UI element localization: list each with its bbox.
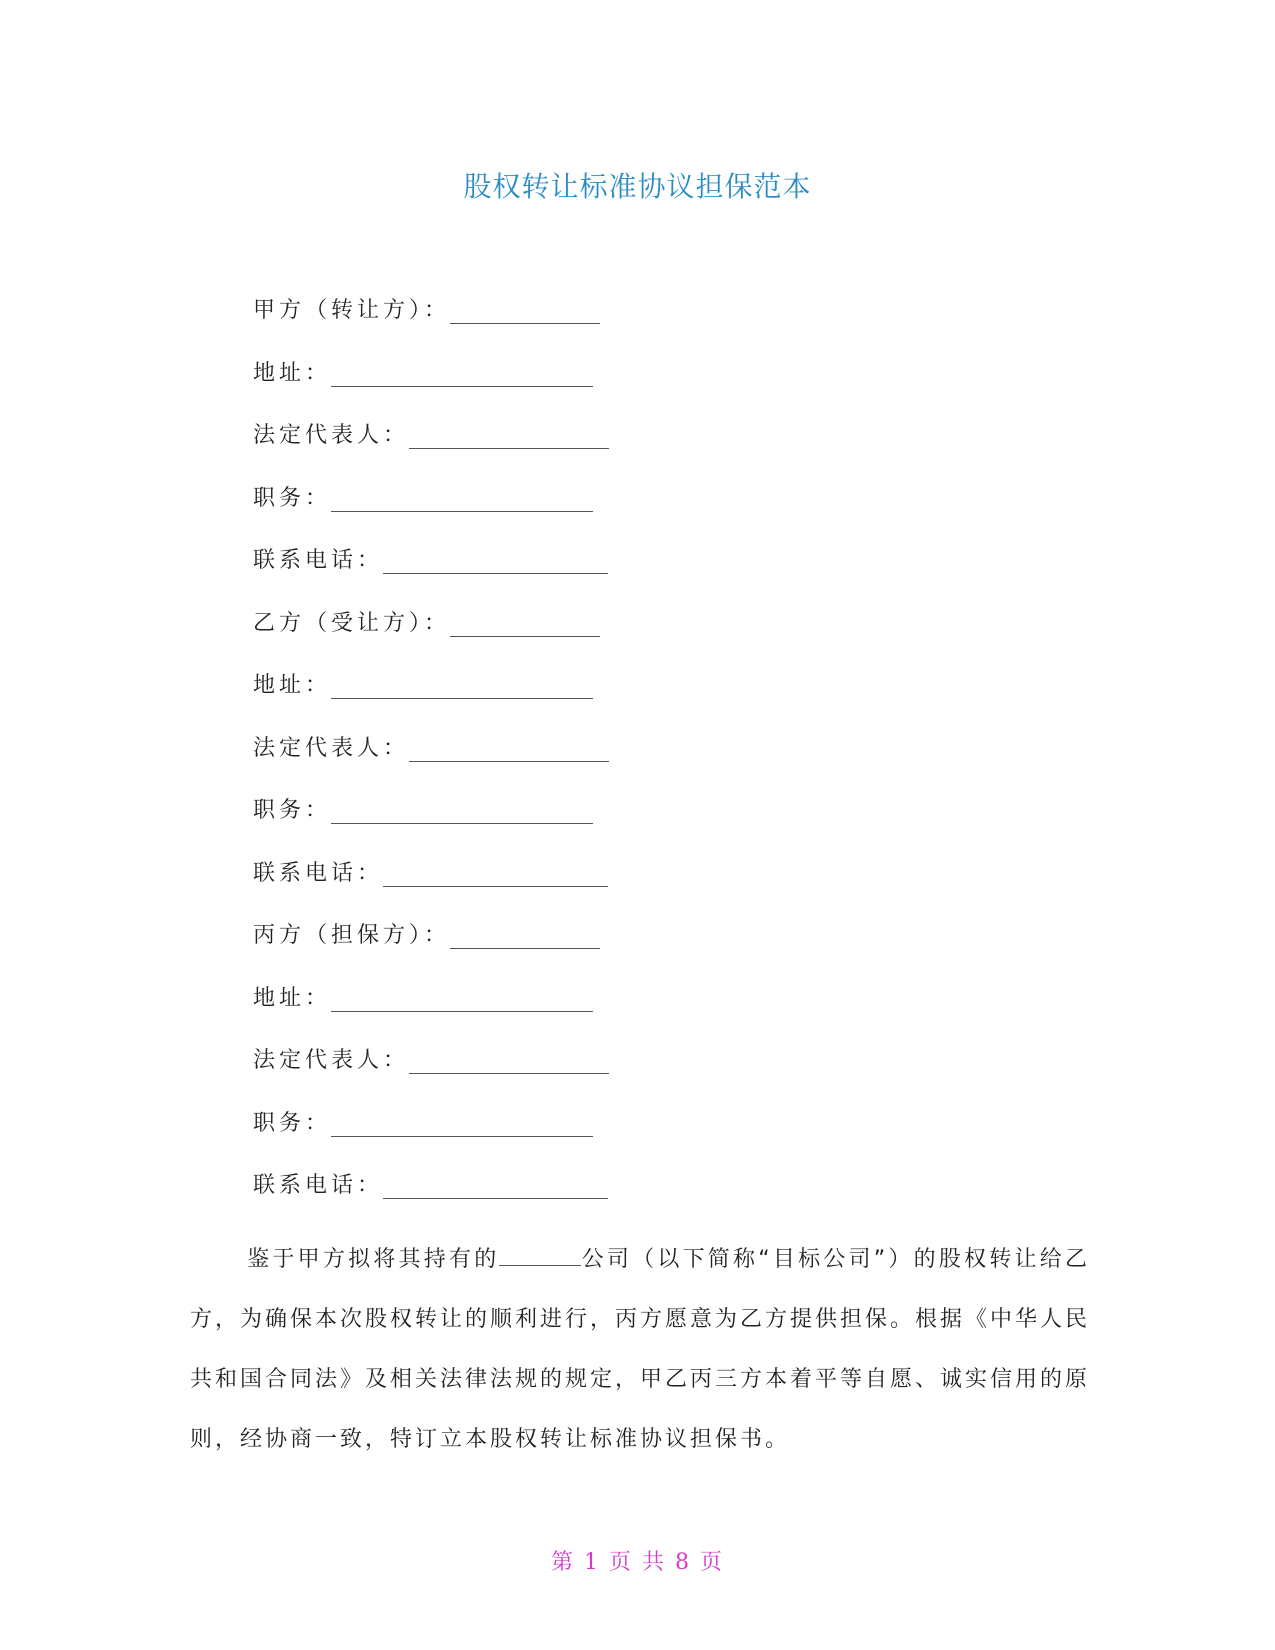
field-blank-line[interactable] (383, 1171, 608, 1199)
field-blank-line[interactable] (331, 484, 593, 512)
field-blank-line[interactable] (383, 546, 608, 574)
field-blank-line[interactable] (331, 1109, 593, 1137)
form-field-row (253, 796, 609, 859)
page-number: 第 1 页 共 8 页 (551, 1550, 724, 1575)
field-label: 法定代表人： (253, 735, 410, 761)
form-field-row (253, 859, 609, 922)
intro-paragraph (190, 1230, 1090, 1470)
form-field-row (253, 359, 609, 422)
form-field-row (253, 921, 609, 984)
form-field-row (253, 484, 609, 547)
intro-text-rest: 公司（以下简称“目标公司”）的股权转让给乙方，为确保本次股权转让的顺利进行，丙方愿意为乙方提供担保。根据《中华人民共和国合同法》及相关法律法规的规定，甲乙丙三方本着平等自愿、诚实信用的原则，经协商一致，特订立本股权转让标准协议担保书。 (190, 1247, 1091, 1452)
intro-text-start: 鉴于甲方拟将其持有的 (247, 1247, 500, 1272)
field-blank-line[interactable] (409, 421, 609, 449)
field-label: 甲方（转让方）： (253, 298, 451, 323)
form-field-row (253, 671, 609, 734)
field-label: 联系电话： (253, 1173, 384, 1198)
field-blank-line[interactable] (450, 609, 600, 637)
form-field-row (253, 1109, 609, 1172)
field-label: 地址： (253, 360, 332, 386)
field-blank-line[interactable] (331, 984, 593, 1012)
field-blank-line[interactable] (331, 796, 593, 824)
field-blank-line[interactable] (383, 859, 608, 887)
form-field-row (253, 1046, 609, 1109)
form-field-row (253, 296, 609, 359)
form-field-row (253, 609, 609, 672)
document-title: 股权转让标准协议担保范本 (463, 170, 812, 203)
field-label: 法定代表人： (253, 1048, 410, 1073)
field-blank-line[interactable] (409, 734, 609, 762)
field-blank-line[interactable] (331, 359, 593, 387)
company-name-blank[interactable] (499, 1239, 581, 1266)
form-field-row (253, 546, 609, 609)
field-label: 职务： (253, 798, 332, 823)
field-blank-line[interactable] (409, 1046, 609, 1074)
field-label: 职务： (253, 1110, 332, 1136)
form-field-row (253, 734, 609, 797)
field-label: 联系电话： (253, 548, 384, 573)
form-field-row (253, 984, 609, 1047)
field-blank-line[interactable] (450, 921, 600, 949)
field-label: 乙方（受让方）： (253, 610, 451, 636)
field-label: 职务： (253, 485, 332, 511)
field-label: 法定代表人： (253, 423, 410, 448)
form-field-row (253, 1171, 609, 1234)
field-blank-line[interactable] (450, 296, 600, 324)
form-field-row (253, 421, 609, 484)
field-blank-line[interactable] (331, 671, 593, 699)
field-label: 联系电话： (253, 860, 384, 886)
field-label: 地址： (253, 673, 332, 698)
field-label: 地址： (253, 985, 332, 1011)
party-fields (253, 296, 609, 1234)
field-label: 丙方（担保方）： (253, 923, 451, 948)
